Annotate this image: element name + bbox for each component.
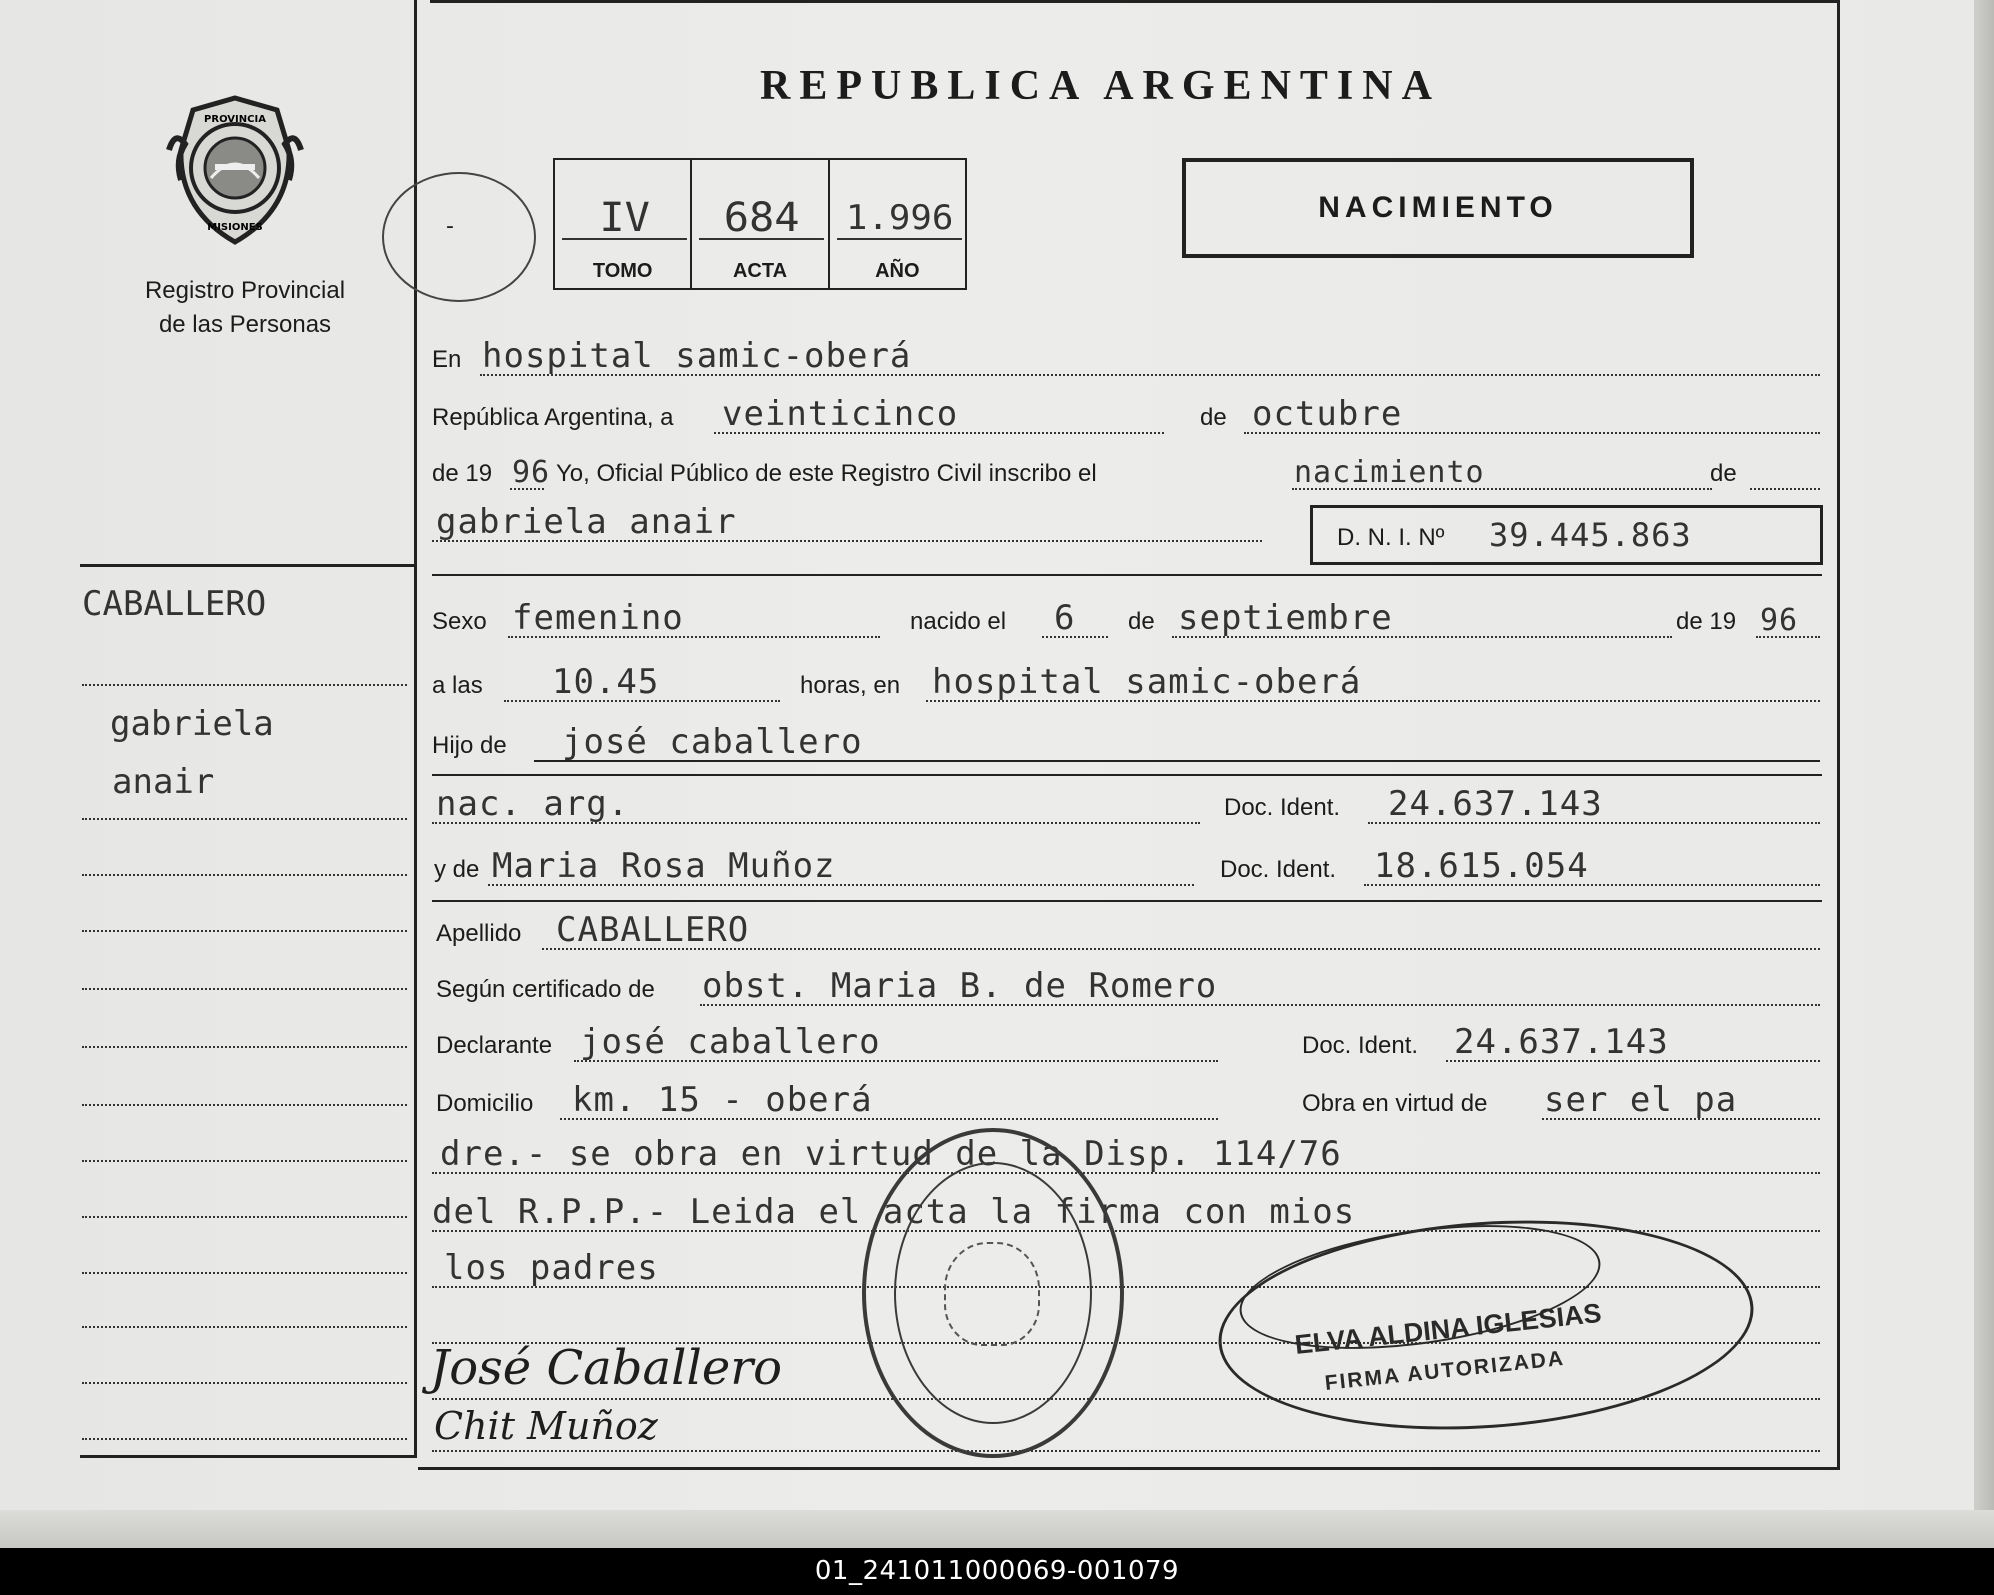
margin-dots-10 [82, 1272, 407, 1274]
de19-label: de 19 [432, 460, 493, 487]
row-notes-1 [432, 1128, 1822, 1178]
tomo-label: TOMO [592, 260, 653, 282]
birth-de-label: de [1128, 608, 1155, 635]
row-certificado [432, 960, 1822, 1010]
second-signature: Chit Muñoz [434, 1404, 658, 1448]
apellido-value: CABALLERO [556, 910, 750, 950]
father-nat: nac. arg. [436, 784, 630, 824]
tomo-value: IV [562, 198, 687, 240]
notes-line-1: dre.- se obra en virtud de la Disp. 114/76 [440, 1134, 1342, 1174]
row-padre [432, 716, 1822, 766]
emblem-bottom-text: MISIONES [207, 222, 263, 233]
alas-label: a las [432, 672, 483, 699]
margin-dots-6 [82, 1046, 407, 1048]
name-value: gabriela anair [436, 502, 737, 542]
acta-value: 684 [699, 198, 824, 240]
notes-dots-6 [432, 1450, 1820, 1452]
country-heading: REPUBLICA ARGENTINA [760, 63, 1441, 109]
declarant-signature: José Caballero [430, 1340, 783, 1396]
official-name-stamp: ELVA ALDINA IGLESIAS [1293, 1297, 1603, 1360]
de-suffix-label: de [1710, 460, 1737, 487]
margin-dots-3 [82, 874, 407, 876]
birth-month: septiembre [1178, 598, 1393, 638]
top-border [430, 0, 1840, 3]
certificado-label: Según certificado de [436, 976, 655, 1003]
dni-label: D. N. I. Nº [1337, 524, 1445, 551]
emblem-top-text: PROVINCIA [204, 114, 266, 125]
declarante-label: Declarante [436, 1032, 553, 1059]
republica-label: República Argentina, a [432, 404, 674, 431]
margin-dots-9 [82, 1216, 407, 1218]
month-value: octubre [1252, 394, 1403, 434]
province-emblem-icon [165, 90, 305, 255]
anio-value: 1.996 [837, 198, 962, 240]
seal-emblem-icon [944, 1242, 1040, 1346]
hour-value: 10.45 [552, 662, 660, 702]
anio-label: AÑO [875, 260, 920, 282]
row-inscribo [432, 444, 1822, 494]
en-label: En [432, 346, 462, 373]
margin-dots-1 [82, 684, 407, 686]
inscribo-value: nacimiento [1294, 455, 1485, 490]
margin-bottom-line [80, 1455, 416, 1458]
birth-de19-label: de 19 [1676, 608, 1737, 635]
mother-doc-label: Doc. Ident. [1220, 856, 1337, 883]
de-label: de [1200, 404, 1227, 431]
birth-year: 96 [1760, 603, 1799, 638]
official-role-stamp: FIRMA AUTORIZADA [1323, 1346, 1567, 1395]
official-seal [862, 1128, 1124, 1458]
birth-day: 6 [1054, 598, 1076, 638]
page-bottom-shadow [0, 1510, 1994, 1548]
record-type-box: NACIMIENTO [1182, 158, 1694, 258]
margin-given-1: gabriela [110, 704, 274, 744]
declarante-doc-label: Doc. Ident. [1302, 1032, 1419, 1059]
apellido-label: Apellido [436, 920, 522, 947]
book-edge [1974, 0, 1994, 1548]
office-line-2: de las Personas [158, 311, 332, 338]
row-declarante [432, 1016, 1822, 1066]
office-line-1: Registro Provincial [144, 277, 346, 304]
row-hora [432, 656, 1822, 706]
margin-surname: CABALLERO [82, 584, 267, 624]
nacido-label: nacido el [910, 608, 1007, 635]
dni-value: 39.445.863 [1489, 516, 1692, 554]
row-sexo [432, 592, 1822, 642]
mother-value: Maria Rosa Muñoz [492, 846, 836, 886]
image-code-bar: 01_241011000069-001079 [0, 1548, 1994, 1595]
certificado-value: obst. Maria B. de Romero [702, 966, 1218, 1006]
row-padre-doc [432, 778, 1822, 828]
place-value: hospital samic-oberá [932, 662, 1362, 702]
year-value: 96 [512, 455, 551, 490]
acta-label: ACTA [732, 260, 788, 282]
margin-dots-4 [82, 930, 407, 932]
row-en [432, 330, 1822, 380]
mother-doc: 18.615.054 [1374, 846, 1589, 886]
margin-dots-13 [82, 1438, 407, 1440]
day-value: veinticinco [722, 394, 959, 434]
margin-dots-8 [82, 1160, 407, 1162]
yde-label: y de [434, 856, 480, 883]
father-value: josé caballero [562, 722, 863, 762]
domicilio-value: km. 15 - oberá [572, 1080, 873, 1120]
circle-stamp-mark: - [446, 214, 454, 239]
registry-office-name [110, 274, 380, 342]
en-value: hospital samic-oberá [482, 336, 912, 376]
row-domicilio [432, 1074, 1822, 1124]
declarante-value: josé caballero [580, 1022, 881, 1062]
margin-dots-5 [82, 988, 407, 990]
notes-line-2: del R.P.P.- Leida el acta la firma con mios [432, 1192, 1356, 1232]
declarante-doc: 24.637.143 [1454, 1022, 1669, 1062]
margin-dots-12 [82, 1382, 407, 1384]
margin-dots-11 [82, 1326, 407, 1328]
dni-box [1310, 505, 1823, 565]
section-line [432, 574, 1822, 576]
yo-text: Yo, Oficial Público de este Registro Civil inscribo el [556, 460, 1097, 487]
margin-divider [80, 564, 416, 567]
margin-given-2: anair [112, 762, 215, 802]
doc-ident-label: Doc. Ident. [1224, 794, 1341, 821]
father-doc: 24.637.143 [1388, 784, 1603, 824]
bottom-border [418, 1467, 1838, 1470]
tomo-cell [555, 160, 692, 288]
hijo-label: Hijo de [432, 732, 507, 759]
obra-label: Obra en virtud de [1302, 1090, 1488, 1117]
registry-number-box [553, 158, 967, 290]
domicilio-label: Domicilio [436, 1090, 534, 1117]
margin-dots-2 [82, 818, 407, 820]
obra-value: ser el pa [1544, 1080, 1738, 1120]
row-apellido [432, 904, 1822, 954]
de-suffix-dots [1750, 488, 1820, 490]
row-fecha [432, 388, 1822, 438]
acta-cell [692, 160, 829, 288]
anio-cell [830, 160, 965, 288]
row-madre [432, 840, 1822, 890]
parents-end-line [432, 900, 1822, 902]
notes-line-3: los padres [444, 1248, 659, 1288]
sexo-value: femenino [512, 598, 684, 638]
right-border [1837, 0, 1840, 1470]
sexo-label: Sexo [432, 608, 487, 635]
margin-dots-7 [82, 1104, 407, 1106]
father-line-2 [432, 774, 1822, 776]
horas-label: horas, en [800, 672, 901, 699]
circle-stamp [382, 172, 536, 302]
